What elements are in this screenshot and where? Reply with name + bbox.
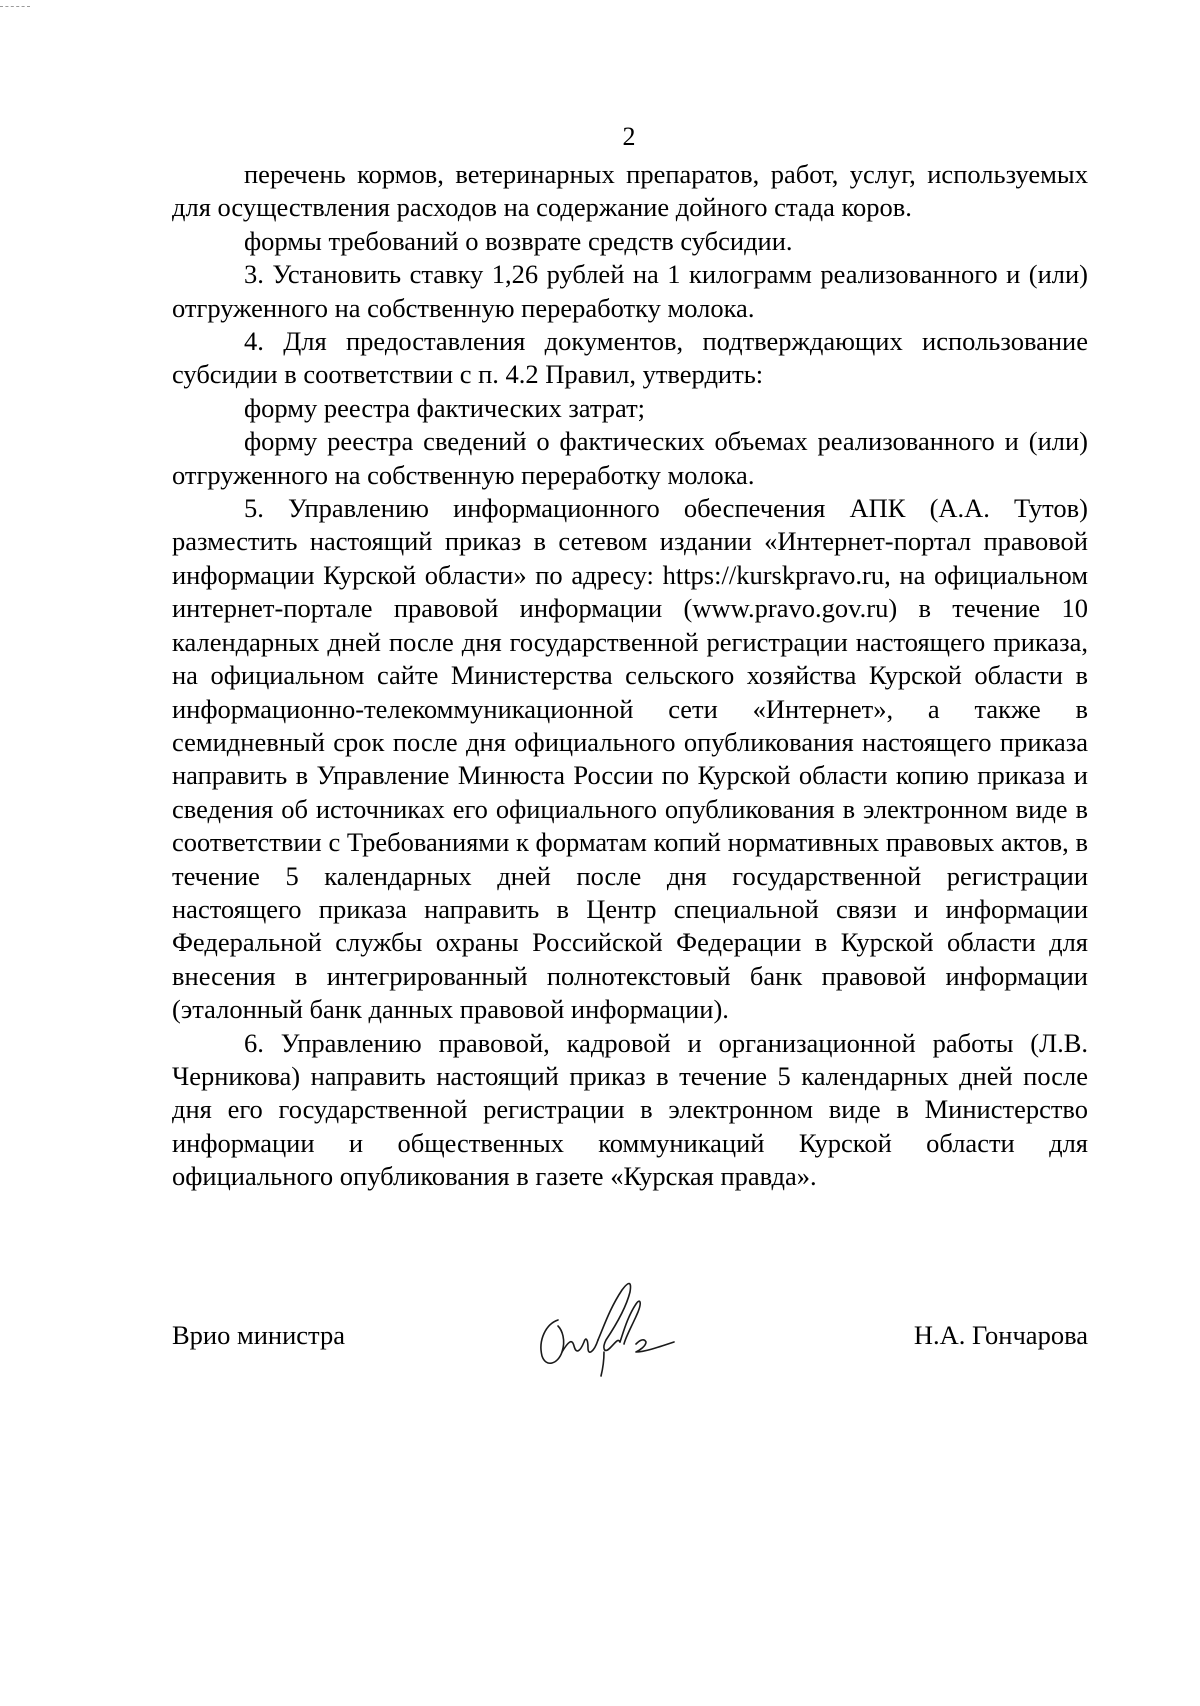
paragraph-item-4-documents: 4. Для предоставления документов, подтверждающих использование субсидии в соответствии с п. 4.2 Правил, утвердить: [172, 326, 1088, 390]
paragraph-item-6-submission: 6. Управлению правовой, кадровой и организационной работы (Л.В. Черникова) направить настоящий приказ в течение 5 календарных дней после дня его государственной регистрации в электронном виде в Министерство информации и общественных коммуникаций Курской области для официального опубликования в газете «Курская правда». [172, 1027, 1088, 1192]
signer-position: Врио министра [172, 1320, 345, 1350]
page-number: 2 [622, 122, 636, 151]
document-body [172, 158, 1088, 1194]
signature-block [172, 1318, 1088, 1352]
paragraph-costs-register: форму реестра фактических затрат; [244, 392, 646, 423]
paragraph-feed-list: перечень кормов, ветеринарных препаратов, работ, услуг, используемых для осуществления расходов на содержание дойного стада коров. [172, 159, 1088, 223]
paragraph-item-5-publication: 5. Управлению информационного обеспечения АПК (А.А. Тутов) разместить настоящий приказ в сетевом издании «Интернет-портал правовой информации Курской области» по адресу: https://kurskpravo.ru, на официальном интернет-портале правовой информации (www.pravo.gov.ru) в течение 10 календарных дней после дня государственной регистрации настоящего приказа, на официальном сайте Министерства сельского хозяйства Курской области в информационно-телекоммуникационной сети «Интернет», а также в семидневный срок после дня официального опубликования настоящего приказа направить в Управление Минюста России по Курской области копию приказа и сведения об источниках его официального опубликования в электронном виде в соответствии с Требованиями к форматам копий нормативных правовых актов, в течение 5 календарных дней после дня государственной регистрации настоящего приказа направить в Центр специальной связи и информации Федеральной службы охраны Российской Федерации в Курской области для внесения в интегрированный полнотекстовый банк правовой информации (эталонный банк данных правовой информации). [172, 493, 1088, 1025]
paragraph-item-3-rate: 3. Установить ставку 1,26 рублей на 1 килограмм реализованного и (или) отгруженного на собственную переработку молока. [172, 259, 1088, 323]
paragraph-volumes-register: форму реестра сведений о фактических объемах реализованного и (или) отгруженного на собственную переработку молока. [172, 426, 1088, 490]
scan-edge-mark [0, 6, 30, 7]
paragraph-refund-forms: формы требований о возврате средств субсидии. [244, 225, 793, 256]
signer-name: Н.А. Гончарова [913, 1320, 1088, 1350]
